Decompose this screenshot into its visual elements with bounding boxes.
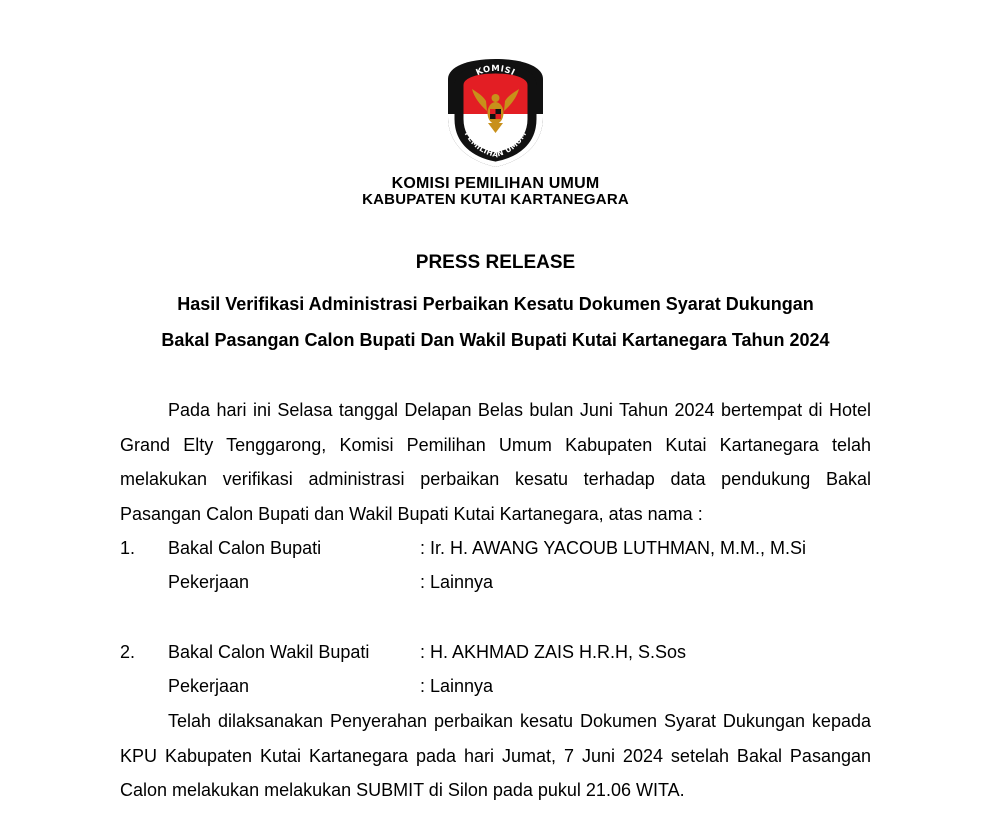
candidate-1-number: 1. [120,538,136,558]
candidate-1-job-value: : Lainnya [420,572,494,592]
submission-paragraph: Telah dilaksanakan Penyerahan perbaikan kesatu Dokumen Syarat Dukungan kepada KPU Kabupaten Kutai Kartanegara pada hari Jumat, 7 Juni 2024 setelah Bakal Pasangan Calon melakukan melakukan SUBMIT di Silon pada pukul 21.06 WITA. [120,711,871,800]
document-subtitle-line2: Bakal Pasangan Calon Bupati Dan Wakil Bupati Kutai Kartanegara Tahun 2024 [161,330,830,350]
org-name-line2: KABUPATEN KUTAI KARTANEGARA [362,191,629,208]
org-name-line1: KOMISI PEMILIHAN UMUM [391,175,600,192]
document-title: PRESS RELEASE [415,252,576,273]
candidate-2-job-label: Pekerjaan [168,676,250,696]
candidate-1-role-label: Bakal Calon Bupati [168,538,322,558]
candidate-1-role-value: : Ir. H. AWANG YACOUB LUTHMAN, M.M., M.Si [420,538,807,558]
kpu-logo [444,57,547,169]
candidate-2-number: 2. [120,642,136,662]
candidate-2-role-label: Bakal Calon Wakil Bupati [168,642,370,662]
candidate-2-role-value: : H. AKHMAD ZAIS H.R.H, S.Sos [420,642,687,662]
logo-bottom-text: PEMILIHAN UMUM [462,129,529,160]
intro-paragraph: Pada hari ini Selasa tanggal Delapan Belas bulan Juni Tahun 2024 bertempat di Hotel Grand Elty Tenggarong, Komisi Pemilihan Umum Kabupaten Kutai Kartanegara telah melakukan verifikasi administrasi perbaikan kesatu terhadap data pendukung Bakal Pasangan Calon Bupati dan Wakil Bupati Kutai Kartanegara, atas nama : [120,400,871,524]
document-subtitle-line1: Hasil Verifikasi Administrasi Perbaikan Kesatu Dokumen Syarat Dukungan [177,294,814,314]
logo-top-text: KOMISI [474,64,517,79]
candidate-1-job-label: Pekerjaan [168,572,250,592]
candidate-2-job-value: : Lainnya [420,676,494,696]
